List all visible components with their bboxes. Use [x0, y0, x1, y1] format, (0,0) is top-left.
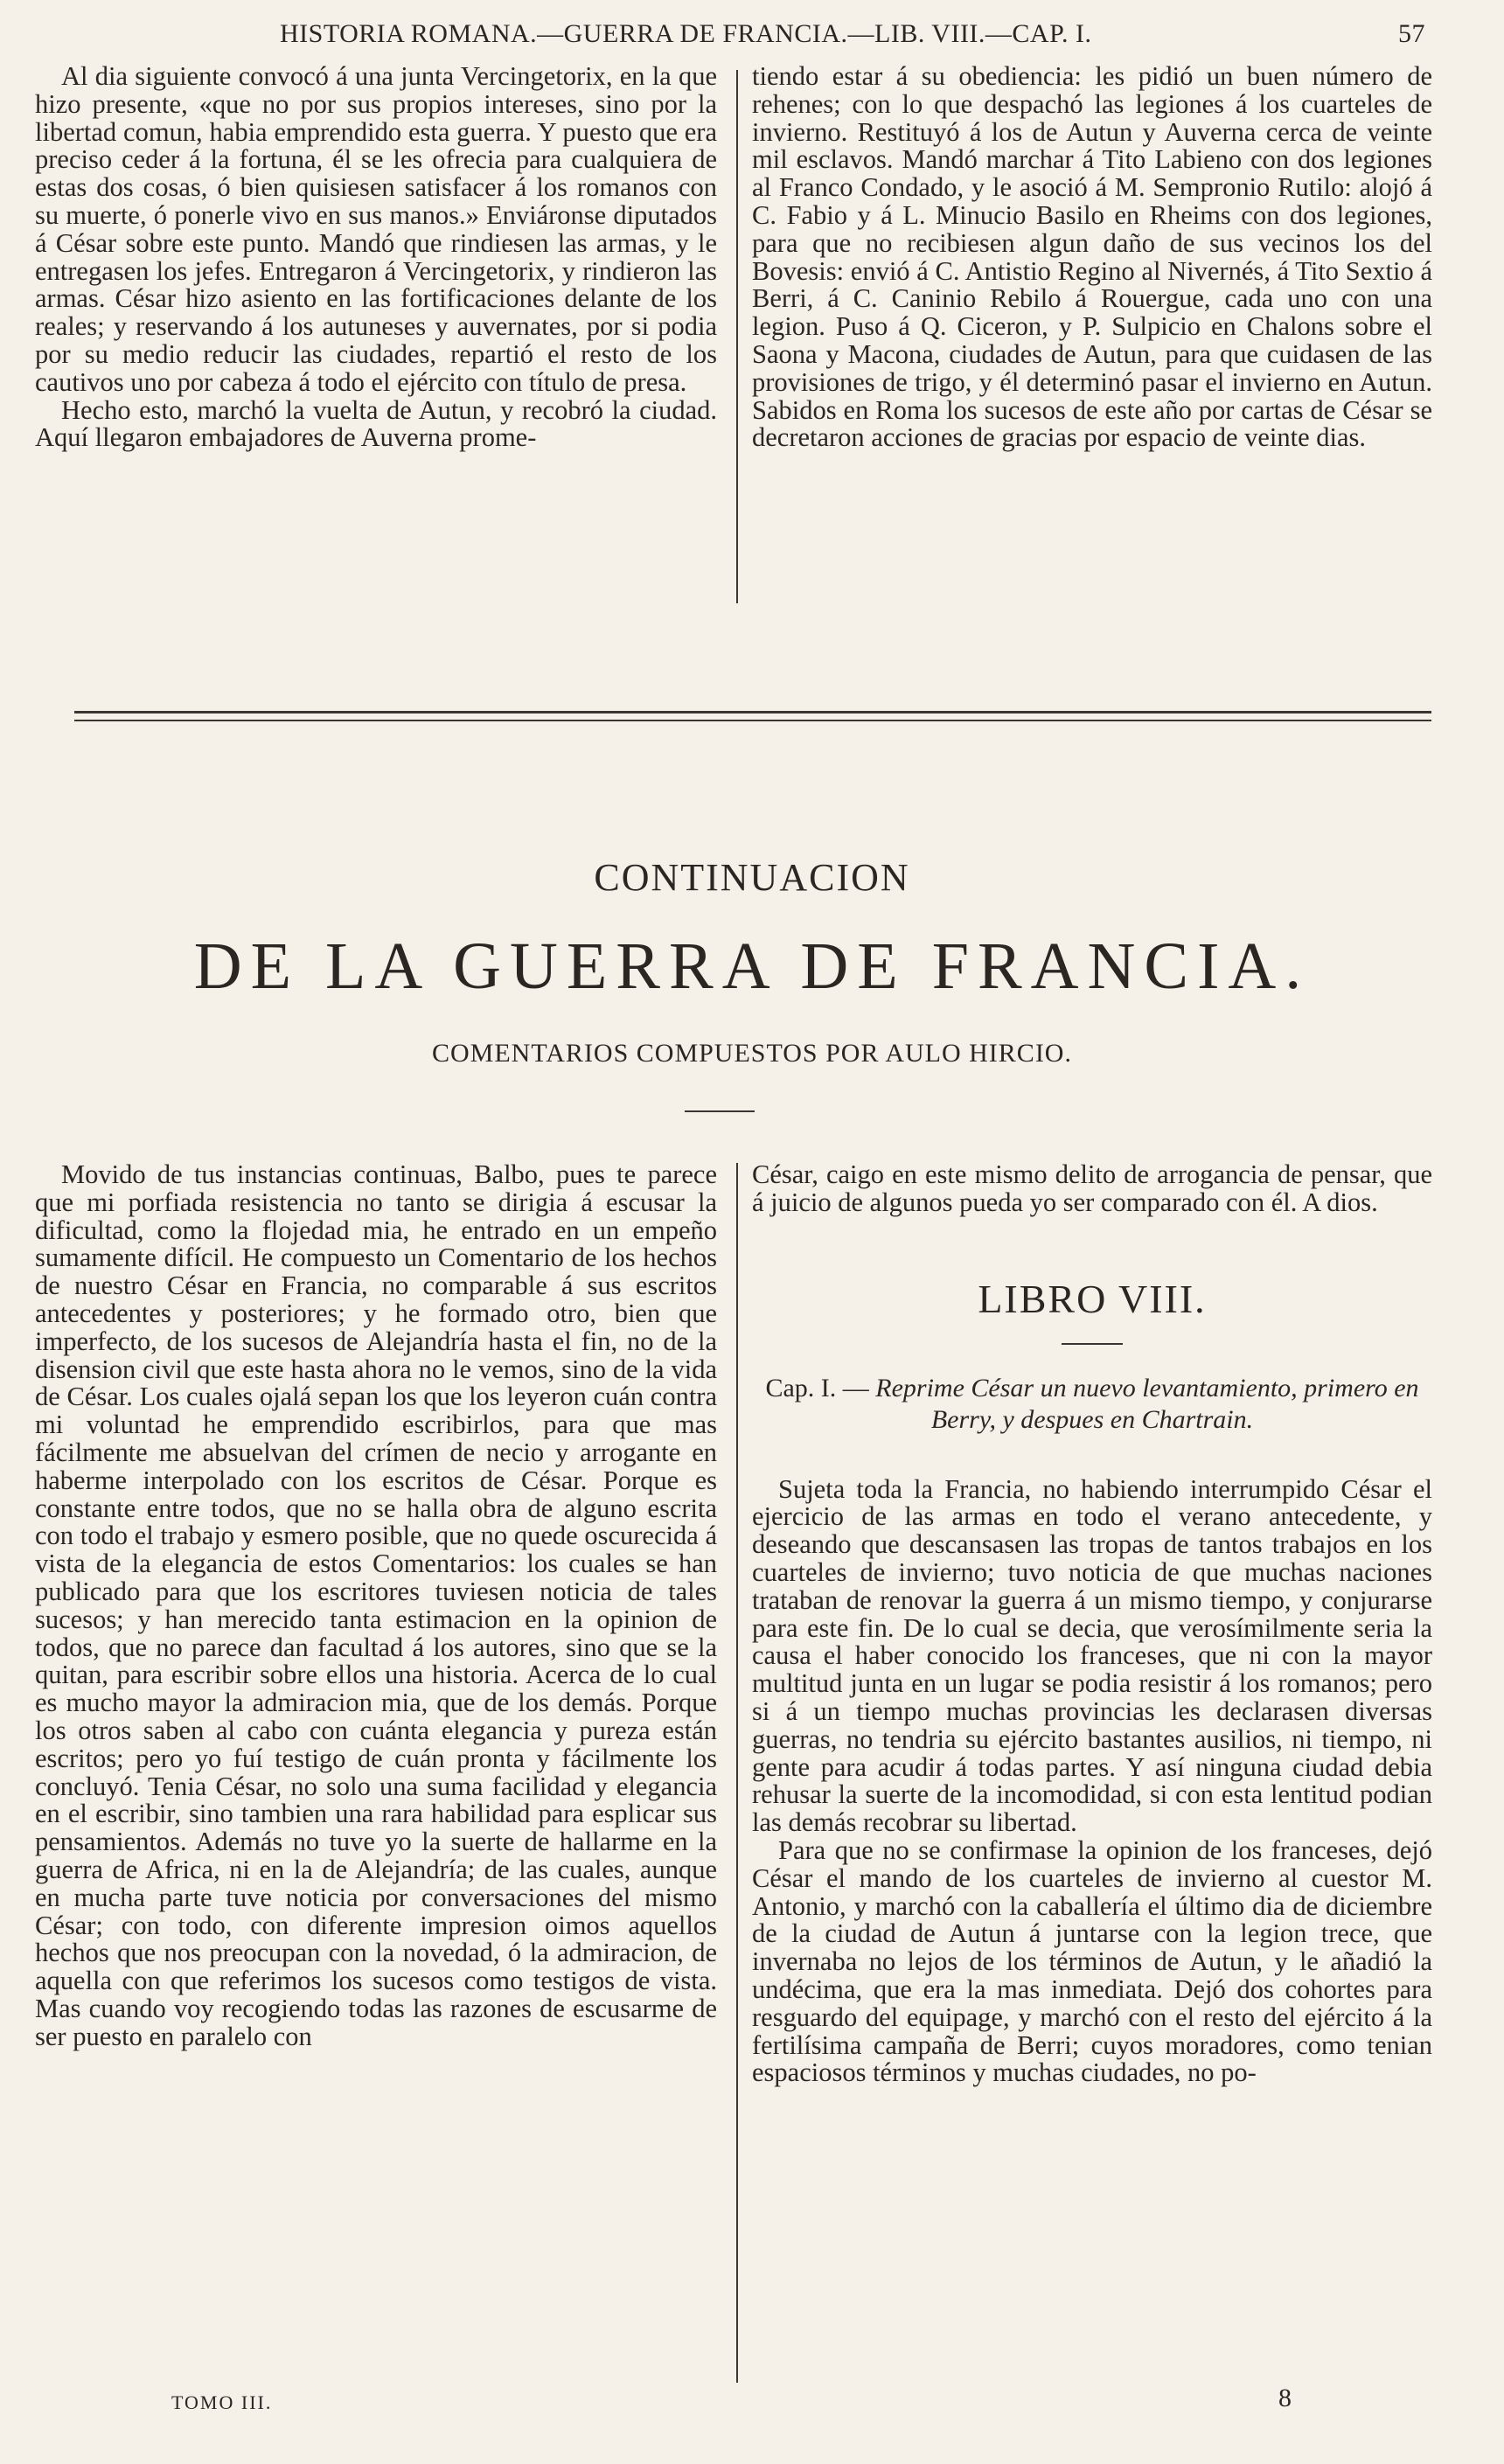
page-number: 57 — [1398, 19, 1425, 48]
signature-mark: 8 — [1278, 2384, 1292, 2412]
section-heading-continuacion: CONTINUACION — [594, 856, 910, 899]
bottom-left-column — [35, 1161, 717, 2051]
running-head — [280, 12, 1425, 56]
paragraph: Movido de tus instancias continuas, Balbo, pues te parece que mi porfiada resistencia no tanto se dirigia á escusar la dificultad, como la flojedad mia, he entrado en un empeño sumamente difícil. He compuesto un Comentario de los hechos de nuestro César en Francia, no comparable á sus escritos antecedentes y posteriores; y he formado otro, bien que imperfecto, de los sucesos de Alejandría hasta el fin, no de la disension civil que este hasta ahora no le vemos, sino de la vida de César. Los cuales ojalá sepan los que los leyeron cuán contra mi voluntad he emprendido escribirlos, para que mas fácilmente me absuelvan del crímen de necio y arrogante en haberme interpolado con los escritos de César. Porque es constante entre todos, que no se halla obra de alguno escrita con todo el trabajo y esmero posible, que no quede oscurecida á vista de la elegancia de estos Comentarios: los cuales se han publicado para que los escritores tuviesen noticia de tales sucesos; y han merecido tanta estimacion en la opinion de todos, que no parece dan facultad á los autores, sino que se la quitan, para escribir sobre ellos una historia. Acerca de lo cual es mucho mayor la admiracion mia, que de los demás. Porque los otros saben al cabo con cuánta elegancia y pureza están escritos; pero yo fuí testigo de cuán pronta y fácilmente los concluyó. Tenia César, no solo una suma facilidad y elegancia en el escribir, sino tambien una rara habilidad para esplicar sus pensamientos. Además no tuve yo la suerte de hallarme en la guerra de Africa, ni en la de Alejandría; de las cuales, aunque en mucha parte tuve noticia por conversaciones del mismo César; con todo, con diferente impresion oimos aquellos hechos que nos preocupan con la novedad, ó la admiracion, de aquella con que referimos los sucesos como testigos de vista. Mas cuando voy recogiendo todas las razones de escusarme de ser puesto en paralelo con — [35, 1159, 717, 2051]
volume-mark: TOMO III. — [171, 2391, 273, 2413]
chapter-summary: Reprime César un nuevo levantamiento, primero en Berry, y despues en Chartrain. — [875, 1373, 1419, 1434]
spacer — [752, 1436, 1432, 1476]
section-heading-title: DE LA GUERRA DE FRANCIA. — [193, 929, 1311, 1003]
column-divider — [736, 70, 738, 603]
paragraph: Al dia siguiente convocó á una junta Vercingetorix, en la que hizo presente, «que no por sus propios intereses, sino por la libertad comun, habia emprendido esta guerra. Y puesto que era preciso ceder á la fortuna, él se les ofrecia para cualquiera de estas dos cosas, ó bien quisiesen satisfacer á los romanos con su muerte, ó ponerle vivo en sus manos.» Enviáronse diputados á César sobre este punto. Mandó que rindiesen las armas, y le entregasen los jefes. Entregaron á Vercingetorix, y rindieron las armas. César hizo asiento en las fortificaciones delante de los reales; y reservando á los autuneses y auvernates, por si podia por su medio reducir las ciudades, repartió el resto de los cautivos uno por cabeza á todo el ejército con título de presa. — [35, 61, 717, 397]
top-right-column — [752, 63, 1432, 452]
section-subheading: COMENTARIOS COMPUESTOS POR AULO HIRCIO. — [432, 1039, 1072, 1068]
top-left-column — [35, 63, 717, 452]
section-rule — [74, 711, 1431, 713]
paragraph: Hecho esto, marchó la vuelta de Autun, y recobró la ciudad. Aquí llegaron embajadores de Auverna prome- — [35, 394, 717, 453]
book-heading: LIBRO VIII. — [978, 1276, 1207, 1321]
chapter-label: Cap. I. — — [765, 1373, 869, 1403]
chapter-heading — [752, 1373, 1432, 1436]
running-head-title: HISTORIA ROMANA.—GUERRA DE FRANCIA.—LIB. VIII.—CAP. I. — [280, 19, 1092, 48]
column-divider — [736, 1163, 738, 2383]
heading-rule — [1062, 1343, 1123, 1345]
heading-rule — [685, 1110, 755, 1112]
paragraph: Sujeta toda la Francia, no habiendo interrumpido César el ejercicio de las armas en todo el verano antecedente, y deseando que descansasen las tropas de tantos trabajos en los cuarteles de invierno; tuvo noticia de que muchas naciones trataban de renovar la guerra á un mismo tiempo, y conjurarse para este fin. De lo cual se decia, que verosímilmente seria la causa el haber conocido los franceses, que ni con la mayor multitud junta en un lugar se podia resistir á los romanos; pero si á un tiempo muchas provincias les declarasen diversas guerras, no tendria su ejército bastantes ausilios, ni tiempo, ni gente para acudir á todas partes. Y así ninguna ciudad debia rehusar la suerte de la incomodidad, si con esta lentitud podian las demás recobrar su libertad. — [752, 1473, 1432, 1838]
section-rule — [74, 720, 1431, 721]
paragraph: tiendo estar á su obediencia: les pidió un buen número de rehenes; con lo que despachó las legiones á los cuarteles de invierno. Restituyó á los de Autun y Auverna cerca de veinte mil esclavos. Mandó marchar á Tito Labieno con dos legiones al Franco Condado, y le asoció á M. Sempronio Rutilo: alojó á C. Fabio y á L. Minucio Basilo en Rheims con dos legiones, para que no recibiesen algun daño de sus vecinos los del Bovesis: envió á C. Antistio Regino al Nivernés, á Tito Sextio á Berri, á C. Caninio Rebilo á Rouergue, cada uno con una legion. Puso á Q. Ciceron, y P. Sulpicio en Chalons sobre el Saona y Macona, ciudades de Autun, para que cuidasen de las provisiones de trigo, y él determinó pasar el invierno en Autun. Sabidos en Roma los sucesos de este año por cartas de César se decretaron acciones de gracias por espacio de veinte dias. — [752, 61, 1432, 453]
paragraph: César, caigo en este mismo delito de arrogancia de pensar, que á juicio de algunos pueda yo ser comparado con él. A dios. — [752, 1159, 1432, 1217]
bottom-right-column — [752, 1161, 1432, 2087]
paragraph: Para que no se confirmase la opinion de los franceses, dejó César el mando de los cuarteles de invierno al cuestor M. Antonio, y marchó con la caballería el último dia de diciembre de la ciudad de Autun á juntarse con la legion trece, que invernaba no lejos de los términos de Autun, y le añadió la undécima, que era la mas inmediata. Dejó dos cohortes para resguardo del equipage, y marchó con el resto del ejército á la fertilísima campaña de Berri; cuyos moradores, como tenian espaciosos términos y muchas ciudades, no po- — [752, 1834, 1432, 2088]
